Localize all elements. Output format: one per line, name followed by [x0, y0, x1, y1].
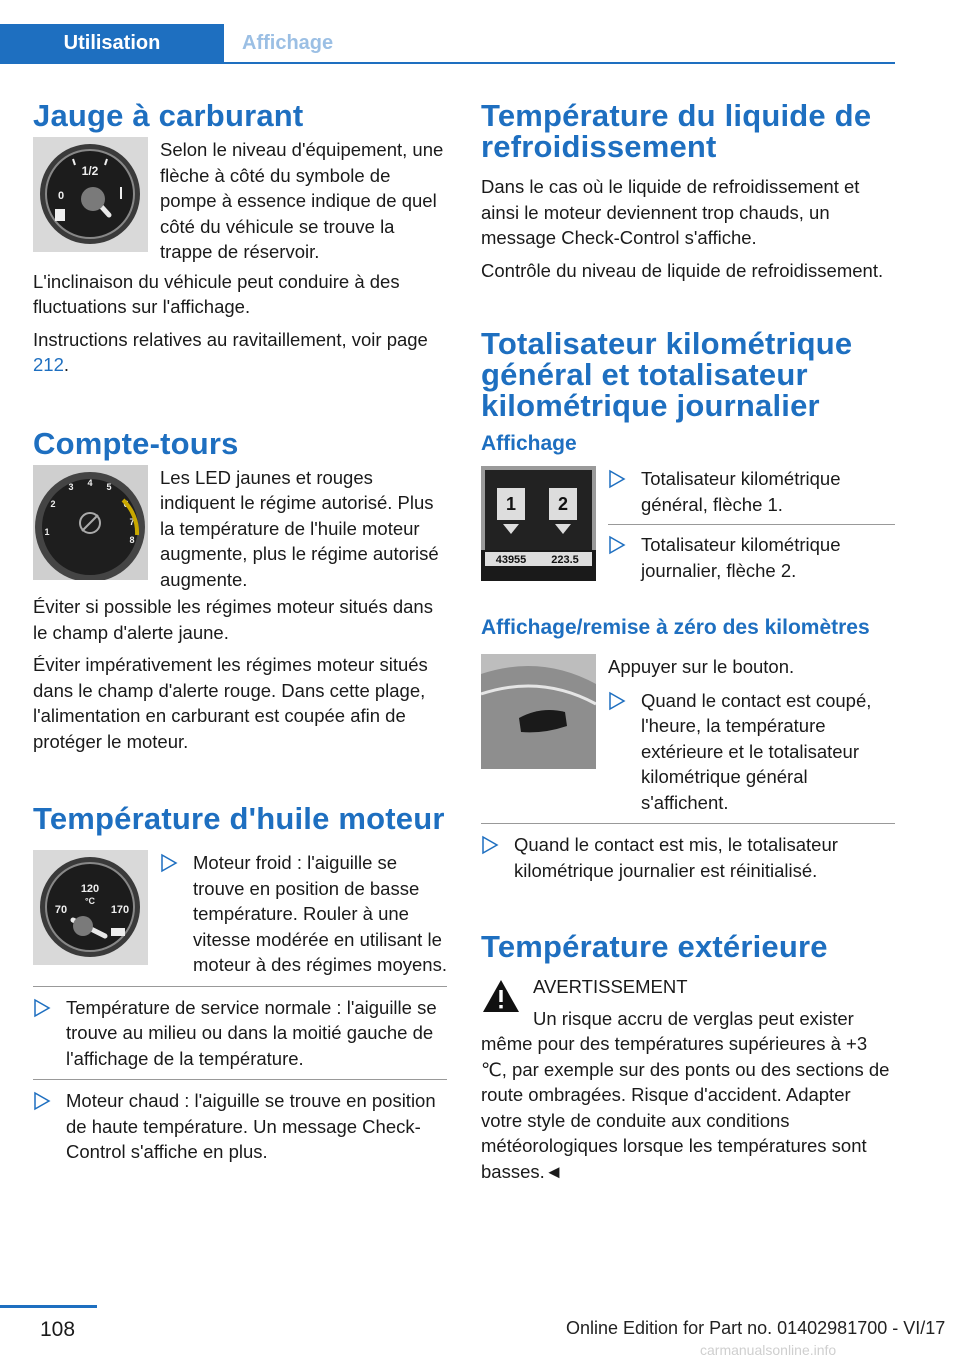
odometer-arrow-2: 2 [557, 494, 569, 514]
odometer-trip-value: 223.5 [551, 554, 579, 566]
list-separator [33, 986, 447, 987]
tach-tick-4: 4 [87, 477, 93, 488]
odometer-image [481, 466, 596, 581]
edition-text: Online Edition for Part no. 01402981700 - VI/17 [566, 1318, 946, 1338]
list-item: Moteur froid : l'aiguille se trouve en position de basse température. Rouler à une vitesse modérée en utilisant le moteur à des régimes moyens. [160, 850, 447, 978]
tachometer-image [33, 465, 148, 580]
list-separator [481, 823, 895, 824]
list-item: Quand le contact est mis, le totalisateur kilométrique journalier est réinitialisé. [481, 832, 895, 883]
reset-intro: Appuyer sur le bouton. [608, 656, 795, 677]
triangle-bullet-icon [608, 691, 626, 711]
tab-utilisation[interactable]: Utilisation [0, 24, 224, 62]
section-title-oil-temp: Température d'huile moteur [33, 801, 445, 836]
triangle-bullet-icon [33, 998, 51, 1018]
tach-tick-6: 6 [123, 498, 129, 509]
warning-label: AVERTISSEMENT [533, 976, 688, 997]
oil-can-icon [111, 928, 125, 936]
tach-tick-3: 3 [68, 481, 74, 492]
fuel-gauge-intro: Selon le niveau d'équipement, une flèche à côté du symbole de pompe à essence indique de quel côté du véhicule se trouve la trappe de réservoir. [160, 139, 444, 262]
triangle-bullet-icon [481, 835, 499, 855]
tachometer-para-2: Éviter impérativement les régimes moteur situés dans le champ d'alerte rouge. Dans cette plage, l'alimentation en carburant est coupée afin de protéger le moteur. [33, 654, 428, 752]
header-bar [0, 0, 895, 64]
page-link-212[interactable]: 212 [33, 354, 64, 375]
odometer-arrow-1: 1 [505, 494, 517, 514]
section-title-odometer: Totalisateur kilométrique général et totalisateur kilométrique journalier [481, 326, 853, 423]
oil-gauge-label-unit: °C [84, 896, 96, 906]
tach-tick-5: 5 [106, 481, 112, 492]
tach-tick-1: 1 [44, 526, 50, 537]
section-title-fuel-gauge: Jauge à carburant [33, 98, 304, 133]
gauge-label-half: 1/2 [81, 164, 99, 178]
right-column [481, 100, 895, 1184]
triangle-bullet-icon [33, 1091, 51, 1111]
fuel-gauge-para-1: L'inclinaison du véhicule peut conduire à des fluctuations sur l'affichage. [33, 270, 400, 317]
coolant-para-1: Dans le cas où le liquide de refroidissement et ainsi le moteur deviennent trop chauds, un message Check-Control s'affiche. [481, 176, 860, 248]
warning-block [481, 974, 895, 1184]
gauge-label-zero: 0 [57, 190, 65, 202]
tachometer-intro: Les LED jaunes et rouges indiquent le régime autorisé. Plus la température de l'huile moteur augmente, plus le régime autorisé augmente. [160, 466, 439, 590]
fuel-gauge-image [33, 137, 148, 252]
triangle-bullet-icon [160, 853, 178, 873]
tach-tick-2: 2 [50, 498, 56, 509]
tach-tick-8: 8 [129, 534, 135, 545]
triangle-bullet-icon [608, 535, 626, 555]
tachometer-para-1: Éviter si possible les régimes moteur situés dans le champ d'alerte jaune. [33, 596, 433, 643]
list-item: Totalisateur kilométrique général, flèche 1. [608, 466, 895, 517]
list-item: Température de service normale : l'aiguille se trouve au milieu ou dans la moitié gauche de l'affichage de la température. [33, 995, 447, 1072]
section-title-outside-temp: Température extérieure [481, 929, 828, 964]
warning-triangle-icon [481, 978, 521, 1014]
triangle-bullet-icon [608, 469, 626, 489]
coolant-para-2: Contrôle du niveau de liquide de refroidissement. [481, 259, 884, 281]
list-item: Totalisateur kilométrique journalier, flèche 2. [608, 532, 895, 583]
list-separator [608, 524, 895, 525]
oil-temp-gauge-image [33, 850, 148, 965]
tab-affichage[interactable]: Affichage [242, 31, 334, 54]
section-title-coolant: Température du liquide de refroidissement [481, 98, 872, 164]
oil-gauge-label-120: 120 [80, 883, 100, 895]
page-number: 108 [40, 1318, 76, 1341]
reset-button-image [481, 654, 596, 769]
list-item: Moteur chaud : l'aiguille se trouve en position de haute température. Un message Check-Control s'affiche en plus. [33, 1088, 447, 1165]
subtitle-reset: Affichage/remise à zéro des kilomètres [481, 616, 870, 639]
fuel-pump-icon [55, 209, 65, 221]
footer-rule [0, 1305, 97, 1308]
fuel-gauge-para-2: Instructions relatives au ravitaillement, voir page 212. [33, 328, 428, 375]
odometer-total-value: 43955 [495, 554, 527, 566]
list-separator [33, 1079, 447, 1080]
left-column [33, 100, 447, 1165]
list-item: Quand le contact est coupé, l'heure, la température extérieure et le totalisateur kilométrique général s'affichent. [608, 688, 895, 816]
section-title-tachometer: Compte-tours [33, 425, 239, 461]
oil-gauge-label-170: 170 [110, 904, 130, 916]
subtitle-affichage: Affichage [481, 432, 577, 455]
watermark: carmanualsonline.info [700, 1342, 837, 1358]
tach-tick-7: 7 [129, 516, 135, 527]
warning-text: Un risque accru de verglas peut exister même pour des températures supérieures à +3 ℃, par exemple sur des ponts ou des sections de route ombragées. Risque d'accident. Adapter votre style de conduite aux conditions météorologiques lorsque les températures sont basses.◄ [481, 1007, 890, 1182]
oil-gauge-label-70: 70 [54, 904, 68, 916]
